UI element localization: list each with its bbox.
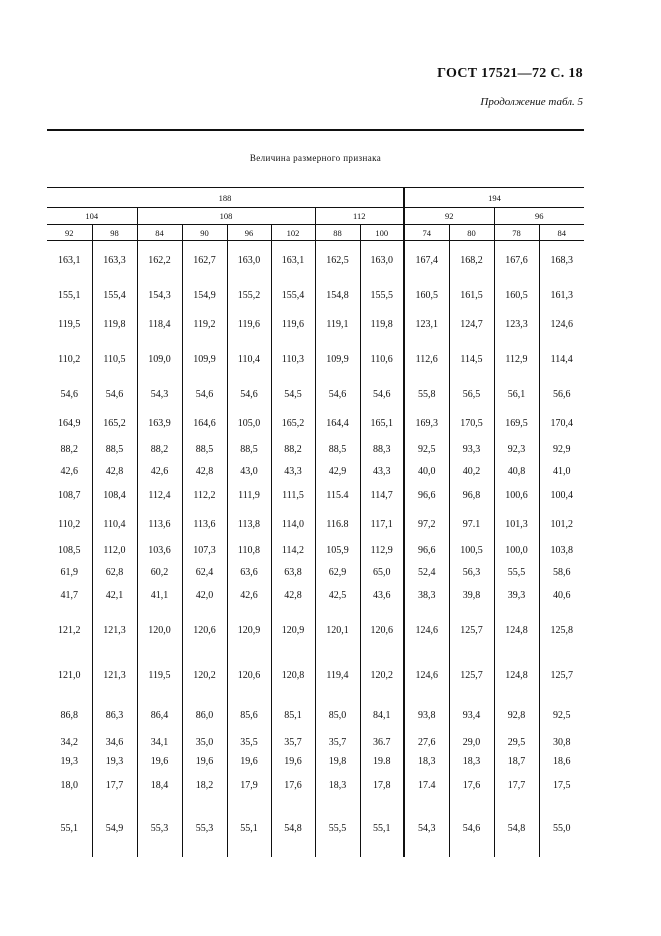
table-cell: 56,6 bbox=[539, 380, 584, 409]
table-cell: 35,7 bbox=[271, 733, 315, 752]
table-row bbox=[47, 339, 584, 380]
table-cell: 42,6 bbox=[227, 582, 271, 610]
table-row bbox=[47, 281, 584, 310]
table-cell: 124,6 bbox=[539, 310, 584, 339]
table-row bbox=[47, 771, 584, 800]
measurements-table bbox=[47, 187, 584, 857]
table-cell: 54,6 bbox=[182, 380, 227, 409]
table-cell: 92,5 bbox=[539, 699, 584, 733]
table-cell: 113,6 bbox=[182, 510, 227, 539]
table-cell: 34,2 bbox=[60, 736, 78, 748]
table-cell: 93,3 bbox=[449, 438, 494, 462]
table-cell: 120,9 bbox=[227, 610, 271, 652]
table-cell: 29,5 bbox=[494, 733, 539, 752]
table-cell: 54,6 bbox=[360, 380, 404, 409]
table-cell: 55,8 bbox=[404, 380, 449, 409]
table-cell: 42,6 bbox=[137, 462, 182, 481]
table-cell: 114,5 bbox=[449, 339, 494, 380]
table-cell: 43,0 bbox=[227, 462, 271, 481]
table-cell: 54,3 bbox=[137, 380, 182, 409]
table-cell: 17,9 bbox=[227, 771, 271, 800]
table-cell: 114,0 bbox=[271, 510, 315, 539]
table-cell: 117,1 bbox=[360, 510, 404, 539]
table-cell: 55,0 bbox=[539, 800, 584, 857]
table-cell: 162,7 bbox=[182, 241, 227, 281]
table-row bbox=[47, 310, 584, 339]
table-row bbox=[47, 563, 584, 582]
table-cell: 86,0 bbox=[182, 699, 227, 733]
table-cell: 97,2 bbox=[404, 510, 449, 539]
table-cell: 17,6 bbox=[449, 771, 494, 800]
table-cell: 160,5 bbox=[494, 281, 539, 310]
table-cell: 120,9 bbox=[271, 610, 315, 652]
table-cell: 155,5 bbox=[360, 281, 404, 310]
column-header: 88 bbox=[315, 225, 360, 241]
table-cell: 17,7 bbox=[494, 771, 539, 800]
table-cell: 170,5 bbox=[449, 409, 494, 438]
table-cell: 110,5 bbox=[92, 339, 137, 380]
table-cell: 19,6 bbox=[137, 752, 182, 771]
table-cell: 163,1 bbox=[58, 255, 81, 267]
table-cell: 85,0 bbox=[315, 699, 360, 733]
table-cell: 18,6 bbox=[539, 752, 584, 771]
table-cell: 54,5 bbox=[271, 380, 315, 409]
table-cell: 154,8 bbox=[315, 281, 360, 310]
table-cell: 41,1 bbox=[137, 582, 182, 610]
table-cell: 123,1 bbox=[404, 310, 449, 339]
table-cell: 155,1 bbox=[58, 289, 81, 301]
table-cell: 105,0 bbox=[227, 409, 271, 438]
table-cell: 43,6 bbox=[360, 582, 404, 610]
table-cell: 121,3 bbox=[92, 652, 137, 699]
table-cell: 120,2 bbox=[360, 652, 404, 699]
table-cell: 88,2 bbox=[60, 444, 78, 455]
table-row bbox=[47, 699, 584, 733]
subgroup-header-108: 108 bbox=[137, 208, 315, 225]
table-cell: 40,6 bbox=[539, 582, 584, 610]
table-cell: 19,6 bbox=[271, 752, 315, 771]
table-cell: 85,6 bbox=[227, 699, 271, 733]
table-cell: 164,6 bbox=[182, 409, 227, 438]
table-cell: 112,4 bbox=[137, 481, 182, 510]
table-cell: 110,6 bbox=[360, 339, 404, 380]
table-cell: 113,8 bbox=[227, 510, 271, 539]
table-cell: 17,6 bbox=[271, 771, 315, 800]
header-row-level1 bbox=[47, 188, 584, 208]
table-cell: 155,4 bbox=[271, 281, 315, 310]
table-cell: 103,8 bbox=[539, 539, 584, 563]
table-cell: 17,5 bbox=[539, 771, 584, 800]
table-cell: 170,4 bbox=[539, 409, 584, 438]
table-cell: 56,3 bbox=[449, 563, 494, 582]
header-row-level3 bbox=[47, 225, 584, 241]
table-cell: 110,2 bbox=[58, 518, 81, 530]
table-cell: 86,3 bbox=[92, 699, 137, 733]
table-cell: 167,4 bbox=[404, 241, 449, 281]
table-cell: 54,6 bbox=[449, 800, 494, 857]
table-cell: 18,3 bbox=[449, 752, 494, 771]
table-cell: 54,3 bbox=[404, 800, 449, 857]
table-cell: 100,6 bbox=[494, 481, 539, 510]
table-cell: 120,8 bbox=[271, 652, 315, 699]
table-cell: 17,8 bbox=[360, 771, 404, 800]
table-cell: 163,3 bbox=[92, 241, 137, 281]
table-cell: 56,1 bbox=[494, 380, 539, 409]
table-cell: 103,6 bbox=[137, 539, 182, 563]
table-cell: 111,9 bbox=[227, 481, 271, 510]
table-cell: 110,2 bbox=[58, 353, 81, 365]
table-cell: 108,7 bbox=[58, 489, 81, 501]
table-cell: 97.1 bbox=[449, 510, 494, 539]
table-cell: 163,0 bbox=[227, 241, 271, 281]
table-cell: 65,0 bbox=[360, 563, 404, 582]
table-cell: 119,6 bbox=[271, 310, 315, 339]
table-cell: 125,7 bbox=[449, 610, 494, 652]
table-cell: 161,3 bbox=[539, 281, 584, 310]
table-cell: 40,2 bbox=[449, 462, 494, 481]
table-cell: 62,8 bbox=[92, 563, 137, 582]
table-cell: 119,4 bbox=[315, 652, 360, 699]
table-cell: 41,7 bbox=[60, 590, 78, 601]
table-cell: 19,8 bbox=[315, 752, 360, 771]
table-cell: 35,0 bbox=[182, 733, 227, 752]
table-cell: 58,6 bbox=[539, 563, 584, 582]
table-cell: 168,2 bbox=[449, 241, 494, 281]
table-row bbox=[47, 481, 584, 510]
table-row bbox=[47, 241, 584, 281]
column-header: 84 bbox=[137, 225, 182, 241]
table-cell: 62,4 bbox=[182, 563, 227, 582]
table-row bbox=[47, 733, 584, 752]
group-header-188: 188 bbox=[47, 188, 404, 208]
table-cell: 119,1 bbox=[315, 310, 360, 339]
table-cell: 165,1 bbox=[360, 409, 404, 438]
table-cell: 125,7 bbox=[449, 652, 494, 699]
table-cell: 164,9 bbox=[58, 417, 81, 429]
table-cell: 101,2 bbox=[539, 510, 584, 539]
table-cell: 120,0 bbox=[137, 610, 182, 652]
table-cell: 18,7 bbox=[494, 752, 539, 771]
table-cell: 121,0 bbox=[58, 669, 81, 681]
table-cell: 119,8 bbox=[360, 310, 404, 339]
table-cell: 116.8 bbox=[315, 510, 360, 539]
subgroup-header-112: 112 bbox=[315, 208, 404, 225]
table-cell: 169,3 bbox=[404, 409, 449, 438]
table-cell: 30,8 bbox=[539, 733, 584, 752]
table-cell: 92,5 bbox=[404, 438, 449, 462]
table-cell: 18,3 bbox=[315, 771, 360, 800]
table-cell: 119,8 bbox=[92, 310, 137, 339]
table-cell: 42,8 bbox=[92, 462, 137, 481]
table-row bbox=[47, 610, 584, 652]
table-cell: 119,2 bbox=[182, 310, 227, 339]
table-cell: 108,4 bbox=[92, 481, 137, 510]
table-cell: 54,6 bbox=[227, 380, 271, 409]
table-cell: 101,3 bbox=[494, 510, 539, 539]
table-cell: 42,8 bbox=[182, 462, 227, 481]
table-cell: 121,2 bbox=[58, 625, 81, 636]
table-cell: 160,5 bbox=[404, 281, 449, 310]
column-header: 78 bbox=[494, 225, 539, 241]
table-cell: 165,2 bbox=[271, 409, 315, 438]
table-cell: 112,9 bbox=[494, 339, 539, 380]
table-cell: 120,6 bbox=[360, 610, 404, 652]
table-cell: 120,6 bbox=[182, 610, 227, 652]
table-cell: 36.7 bbox=[360, 733, 404, 752]
table-cell: 96,8 bbox=[449, 481, 494, 510]
table-cell: 54,6 bbox=[92, 380, 137, 409]
table-cell: 42,8 bbox=[271, 582, 315, 610]
table-cell: 163,1 bbox=[271, 241, 315, 281]
table-cell: 18,4 bbox=[137, 771, 182, 800]
table-cell: 114,4 bbox=[539, 339, 584, 380]
table-cell: 119,5 bbox=[137, 652, 182, 699]
table-cell: 86,8 bbox=[60, 710, 78, 721]
table-cell: 124,6 bbox=[404, 610, 449, 652]
column-header: 96 bbox=[227, 225, 271, 241]
column-header: 92 bbox=[47, 225, 92, 241]
table-cell: 119,5 bbox=[58, 318, 81, 330]
table-cell: 88,5 bbox=[92, 438, 137, 462]
table-cell: 43,3 bbox=[360, 462, 404, 481]
table-cell: 167,6 bbox=[494, 241, 539, 281]
table-cell: 155,2 bbox=[227, 281, 271, 310]
table-body bbox=[47, 241, 584, 857]
table-cell: 56,5 bbox=[449, 380, 494, 409]
table-cell: 124,8 bbox=[494, 652, 539, 699]
table-cell: 120,2 bbox=[182, 652, 227, 699]
table-cell: 114,2 bbox=[271, 539, 315, 563]
table-cell: 35,7 bbox=[315, 733, 360, 752]
table-cell: 63,8 bbox=[271, 563, 315, 582]
table-cell: 35,5 bbox=[227, 733, 271, 752]
table-cell: 125,7 bbox=[539, 652, 584, 699]
table-cell: 88,5 bbox=[315, 438, 360, 462]
column-header: 98 bbox=[92, 225, 137, 241]
table-cell: 39,8 bbox=[449, 582, 494, 610]
table-cell: 93,4 bbox=[449, 699, 494, 733]
table-cell: 34,1 bbox=[137, 733, 182, 752]
table-row bbox=[47, 652, 584, 699]
table-cell: 42,6 bbox=[60, 465, 78, 477]
table-cell: 120,1 bbox=[315, 610, 360, 652]
table-cell: 113,6 bbox=[137, 510, 182, 539]
table-cell: 40,0 bbox=[404, 462, 449, 481]
table-cell: 19,6 bbox=[182, 752, 227, 771]
subgroup-header-92: 92 bbox=[404, 208, 494, 225]
table-cell: 41,0 bbox=[539, 462, 584, 481]
table-cell: 29,0 bbox=[449, 733, 494, 752]
table-cell: 107,3 bbox=[182, 539, 227, 563]
table-cell: 164,4 bbox=[315, 409, 360, 438]
header-rule bbox=[47, 129, 584, 131]
table-cell: 19.8 bbox=[360, 752, 404, 771]
table-cell: 84,1 bbox=[360, 699, 404, 733]
table-cell: 93,8 bbox=[404, 699, 449, 733]
table-cell: 108,5 bbox=[58, 545, 81, 556]
table-cell: 42,5 bbox=[315, 582, 360, 610]
table-cell: 34,6 bbox=[92, 733, 137, 752]
table-cell: 52,4 bbox=[404, 563, 449, 582]
table-cell: 109,9 bbox=[182, 339, 227, 380]
table-cell: 111,5 bbox=[271, 481, 315, 510]
table-cell: 54,8 bbox=[494, 800, 539, 857]
table-cell: 43,3 bbox=[271, 462, 315, 481]
table-cell: 92,8 bbox=[494, 699, 539, 733]
column-header: 102 bbox=[271, 225, 315, 241]
table-cell: 100,0 bbox=[494, 539, 539, 563]
table-row bbox=[47, 582, 584, 610]
table-cell: 109,0 bbox=[137, 339, 182, 380]
table-cell: 55,3 bbox=[182, 800, 227, 857]
table-cell: 96,6 bbox=[404, 539, 449, 563]
page-header-title: ГОСТ 17521—72 С. 18 bbox=[437, 66, 583, 81]
table-cell: 92,9 bbox=[539, 438, 584, 462]
table-row bbox=[47, 800, 584, 857]
table-cell: 55,1 bbox=[360, 800, 404, 857]
table-cell: 110,8 bbox=[227, 539, 271, 563]
table-cell: 169,5 bbox=[494, 409, 539, 438]
table-cell: 100,5 bbox=[449, 539, 494, 563]
table-cell: 96,6 bbox=[404, 481, 449, 510]
table-cell: 125,8 bbox=[539, 610, 584, 652]
subgroup-header-96: 96 bbox=[494, 208, 584, 225]
table-cell: 54,6 bbox=[315, 380, 360, 409]
table-cell: 60,2 bbox=[137, 563, 182, 582]
table-cell: 27,6 bbox=[404, 733, 449, 752]
table-continuation-note: Продолжение табл. 5 bbox=[480, 96, 583, 108]
table-cell: 61,9 bbox=[60, 566, 78, 578]
table-row bbox=[47, 539, 584, 563]
table-row bbox=[47, 438, 584, 462]
table-cell: 18,2 bbox=[182, 771, 227, 800]
table-cell: 92,3 bbox=[494, 438, 539, 462]
table-cell: 114,7 bbox=[360, 481, 404, 510]
table-cell: 40,8 bbox=[494, 462, 539, 481]
table-cell: 112,0 bbox=[92, 539, 137, 563]
table-cell: 155,4 bbox=[92, 281, 137, 310]
table-cell: 17,7 bbox=[92, 771, 137, 800]
table-cell: 124,8 bbox=[494, 610, 539, 652]
table-cell: 86,4 bbox=[137, 699, 182, 733]
table-cell: 163,0 bbox=[360, 241, 404, 281]
column-header: 100 bbox=[360, 225, 404, 241]
table-cell: 54,6 bbox=[60, 388, 78, 400]
table-cell: 123,3 bbox=[494, 310, 539, 339]
table-cell: 165,2 bbox=[92, 409, 137, 438]
table-cell: 168,3 bbox=[539, 241, 584, 281]
table-cell: 115.4 bbox=[315, 481, 360, 510]
table-cell: 88,5 bbox=[182, 438, 227, 462]
table-cell: 88,3 bbox=[360, 438, 404, 462]
table-cell: 112,2 bbox=[182, 481, 227, 510]
table-cell: 55,1 bbox=[60, 822, 78, 834]
table-cell: 88,2 bbox=[137, 438, 182, 462]
table-cell: 100,4 bbox=[539, 481, 584, 510]
table-cell: 19,6 bbox=[227, 752, 271, 771]
table-cell: 124,6 bbox=[404, 652, 449, 699]
table-cell: 110,3 bbox=[271, 339, 315, 380]
table-cell: 120,6 bbox=[227, 652, 271, 699]
table-cell: 110,4 bbox=[227, 339, 271, 380]
table-cell: 54,8 bbox=[271, 800, 315, 857]
table-cell: 55,1 bbox=[227, 800, 271, 857]
table-cell: 63,6 bbox=[227, 563, 271, 582]
table-cell: 85,1 bbox=[271, 699, 315, 733]
column-header: 90 bbox=[182, 225, 227, 241]
table-row bbox=[47, 510, 584, 539]
table-cell: 161,5 bbox=[449, 281, 494, 310]
table-cell: 55,5 bbox=[494, 563, 539, 582]
table-cell: 109,9 bbox=[315, 339, 360, 380]
header-row-level2 bbox=[47, 208, 584, 225]
table-cell: 42,0 bbox=[182, 582, 227, 610]
table-cell: 124,7 bbox=[449, 310, 494, 339]
table-cell: 118,4 bbox=[137, 310, 182, 339]
table-cell: 42,9 bbox=[315, 462, 360, 481]
table-cell: 105,9 bbox=[315, 539, 360, 563]
table-row bbox=[47, 380, 584, 409]
table-cell: 39,3 bbox=[494, 582, 539, 610]
table-caption: Величина размерного признака bbox=[249, 153, 382, 163]
table-cell: 154,9 bbox=[182, 281, 227, 310]
subgroup-header-104: 104 bbox=[47, 208, 137, 225]
table-cell: 112,9 bbox=[360, 539, 404, 563]
table-row bbox=[47, 752, 584, 771]
table-cell: 54,9 bbox=[92, 800, 137, 857]
table-cell: 88,5 bbox=[227, 438, 271, 462]
table-cell: 119,6 bbox=[227, 310, 271, 339]
column-header: 74 bbox=[404, 225, 449, 241]
table-cell: 163,9 bbox=[137, 409, 182, 438]
table-cell: 121,3 bbox=[92, 610, 137, 652]
table-cell: 18,3 bbox=[404, 752, 449, 771]
table-row bbox=[47, 409, 584, 438]
column-header: 80 bbox=[449, 225, 494, 241]
table-cell: 19,3 bbox=[60, 755, 78, 767]
table-cell: 62,9 bbox=[315, 563, 360, 582]
table-cell: 112,6 bbox=[404, 339, 449, 380]
table-cell: 42,1 bbox=[92, 582, 137, 610]
group-header-194: 194 bbox=[404, 188, 584, 208]
table-cell: 88,2 bbox=[271, 438, 315, 462]
table-cell: 38,3 bbox=[404, 582, 449, 610]
table-cell: 162,5 bbox=[315, 241, 360, 281]
table-cell: 55,5 bbox=[315, 800, 360, 857]
table-cell: 17.4 bbox=[404, 771, 449, 800]
table-cell: 154,3 bbox=[137, 281, 182, 310]
table-row bbox=[47, 462, 584, 481]
table-cell: 110,4 bbox=[92, 510, 137, 539]
table-cell: 162,2 bbox=[137, 241, 182, 281]
table-cell: 19,3 bbox=[92, 752, 137, 771]
column-header: 84 bbox=[539, 225, 584, 241]
table-cell: 18,0 bbox=[60, 779, 78, 791]
table-cell: 55,3 bbox=[137, 800, 182, 857]
